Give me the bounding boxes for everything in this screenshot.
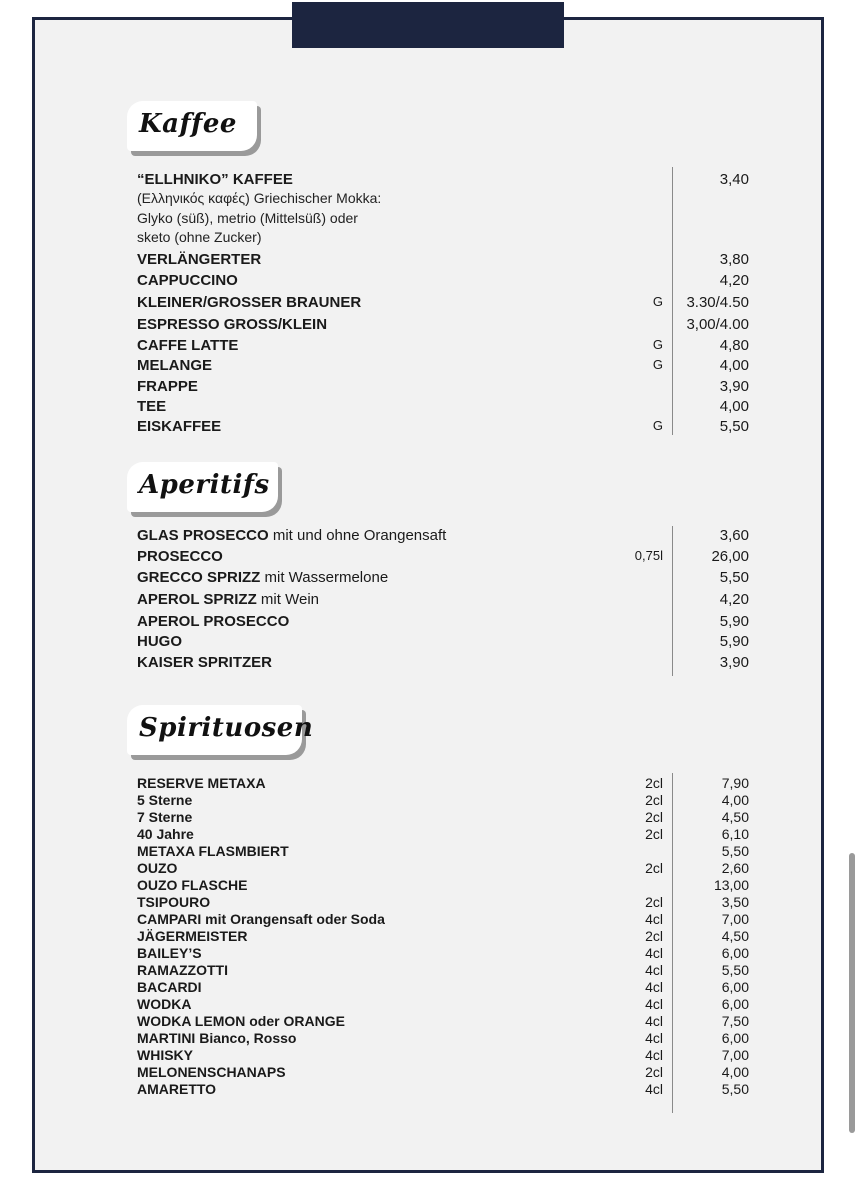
item-price: 7,90 [721,775,749,791]
item-name [137,569,388,586]
item-name [137,826,194,842]
item-name [137,1013,345,1029]
item-name [137,294,361,311]
item-price: 3,40 [719,171,749,188]
item-name-text: ESPRESSO GROSS/KLEIN [137,316,328,333]
item-name-text: VERLÄNGERTER [137,251,262,268]
item-price: 3,90 [719,654,749,671]
item-name-text: OUZO [137,860,178,876]
item-size: 4cl [645,962,663,978]
item-price: 5,50 [721,843,749,859]
item-price: 3,50 [721,894,749,910]
item-name-text: GRECCO SPRIZZ [137,569,261,586]
item-size: 2cl [645,928,663,944]
item-price: 4,00 [721,1064,749,1080]
item-description [137,189,381,248]
item-size: 4cl [645,945,663,961]
item-price: 3,80 [719,251,749,268]
item-name-text: KLEINER/GROSSER BRAUNER [137,294,362,311]
section-title: Spirituosen [139,713,314,743]
item-price: 4,00 [721,792,749,808]
item-price: 3,00/4.00 [686,316,749,333]
item-name-text: HUGO [137,633,182,650]
item-name [137,316,327,333]
item-price: 5,90 [719,633,749,650]
item-name-text: RESERVE METAXA [137,775,266,791]
item-size: 2cl [645,826,663,842]
item-name [137,945,202,961]
item-name-text: MARTINI Bianco, Rosso [137,1030,297,1046]
item-name-text: KAISER SPRITZER [137,654,273,671]
item-name [137,527,446,544]
item-name-text: BAILEY’S [137,945,202,961]
item-name [137,877,247,893]
item-name-text: 5 Sterne [137,792,193,808]
item-name [137,792,192,808]
item-price: 5,90 [719,613,749,630]
item-size: 4cl [645,911,663,927]
item-size: 2cl [645,894,663,910]
item-size: 2cl [645,860,663,876]
item-name-text: MELONENSCHANAPS [137,1064,286,1080]
item-name-text: EISKAFFEE [137,418,222,435]
item-name [137,251,261,268]
item-price: 4,00 [719,398,749,415]
item-note: mit Wein [260,591,319,608]
item-size: 4cl [645,1081,663,1097]
item-name-text: AMARETTO [137,1081,217,1097]
item-name [137,1047,193,1063]
item-name-text: RAMAZZOTTI [137,962,228,978]
item-note: mit und ohne Orangensaft [272,527,447,544]
item-size: G [652,418,663,433]
section-title: Kaffee [139,109,237,139]
item-name-text: TEE [137,398,167,415]
item-name-text: OUZO FLASCHE [137,877,248,893]
item-name [137,911,385,927]
item-size: 4cl [645,996,663,1012]
item-name-text: TSIPOURO [137,894,211,910]
item-name-text: WODKA LEMON oder ORANGE [137,1013,345,1029]
item-name-text: GLAS PROSECCO [137,527,269,544]
section-header-aperitifs [127,462,278,512]
divider-spirituosen [672,773,673,1113]
item-size: G [652,294,663,309]
item-name-text: FRAPPE [137,378,198,395]
item-name [137,809,192,825]
item-price: 2,60 [721,860,749,876]
item-price: 4,00 [719,357,749,374]
item-price: 4,50 [721,928,749,944]
item-size: 4cl [645,1047,663,1063]
item-size: 2cl [645,1064,663,1080]
item-name-text: METAXA FLASMBIERT [137,843,289,859]
item-name-text: CAPPUCCINO [137,272,238,289]
item-name [137,775,266,791]
item-price: 7,00 [721,1047,749,1063]
section-header-spirituosen [127,705,314,755]
item-name [137,591,319,608]
item-name [137,272,238,289]
section-header-kaffee [127,101,257,151]
item-price: 26,00 [711,548,749,565]
item-size: 4cl [645,979,663,995]
item-name [137,962,228,978]
item-price: 5,50 [719,418,749,435]
item-size: 2cl [645,775,663,791]
item-name-text: MELANGE [137,357,212,374]
item-price: 6,00 [721,979,749,995]
item-price: 3,90 [719,378,749,395]
item-size: 2cl [645,792,663,808]
item-price: 4,20 [719,272,749,289]
section-title: Aperitifs [139,470,270,500]
item-name-text: PROSECCO [137,548,223,565]
item-name-text: 40 Jahre [137,826,194,842]
item-price: 6,10 [721,826,749,842]
item-name [137,1030,296,1046]
item-price: 5,50 [721,1081,749,1097]
item-size: 2cl [645,809,663,825]
item-name-text: WHISKY [137,1047,193,1063]
item-price: 3,60 [719,527,749,544]
divider-kaffee [672,167,673,435]
item-price: 6,00 [721,945,749,961]
description-line: sketo (ohne Zucker) [137,229,262,245]
item-price: 6,00 [721,996,749,1012]
item-name [137,654,272,671]
item-price: 3.30/4.50 [686,294,749,311]
item-name [137,860,177,876]
description-line: Glyko (süß), metrio (Mittelsüß) oder [137,209,358,226]
divider-aperitifs [672,526,673,676]
item-name [137,357,212,374]
item-name [137,378,198,395]
description-line: (Ελληνικός καφές) Griechischer Mokka: [137,190,382,206]
item-name [137,996,191,1012]
item-name [137,418,221,435]
item-name [137,633,182,650]
item-name-text: 7 Sterne [137,809,193,825]
item-name-text: BACARDI [137,979,202,995]
item-price: 5,50 [719,569,749,586]
item-price: 4,80 [719,337,749,354]
item-name [137,979,202,995]
item-name [137,548,223,565]
item-name [137,843,289,859]
item-name-text: CAMPARI mit Orangensaft oder Soda [137,911,385,927]
item-price: 6,00 [721,1030,749,1046]
item-price: 4,50 [721,809,749,825]
item-name [137,398,166,415]
item-name-text: WODKA [137,996,192,1012]
item-size: G [652,357,663,372]
item-price: 13,00 [713,877,749,893]
item-size: 4cl [645,1030,663,1046]
item-name-text: APEROL SPRIZZ [137,591,257,608]
item-name [137,928,247,944]
item-price: 7,00 [721,911,749,927]
item-name-text: APEROL PROSECCO [137,613,290,630]
item-name [137,894,210,910]
item-size: 0,75l [634,548,663,563]
item-name-text: JÄGERMEISTER [137,928,248,944]
item-name-text: CAFFE LATTE [137,337,239,354]
item-name [137,613,289,630]
item-note: mit Wassermelone [264,569,389,586]
item-price: 5,50 [721,962,749,978]
scrollbar[interactable] [849,853,855,1133]
item-price: 7,50 [721,1013,749,1029]
top-banner [292,2,564,48]
item-size: 4cl [645,1013,663,1029]
item-name [137,1064,286,1080]
item-size: G [652,337,663,352]
item-name [137,1081,216,1097]
item-name [137,337,238,354]
item-price: 4,20 [719,591,749,608]
item-name: “ELLHNIKO” KAFFEE [137,171,293,188]
